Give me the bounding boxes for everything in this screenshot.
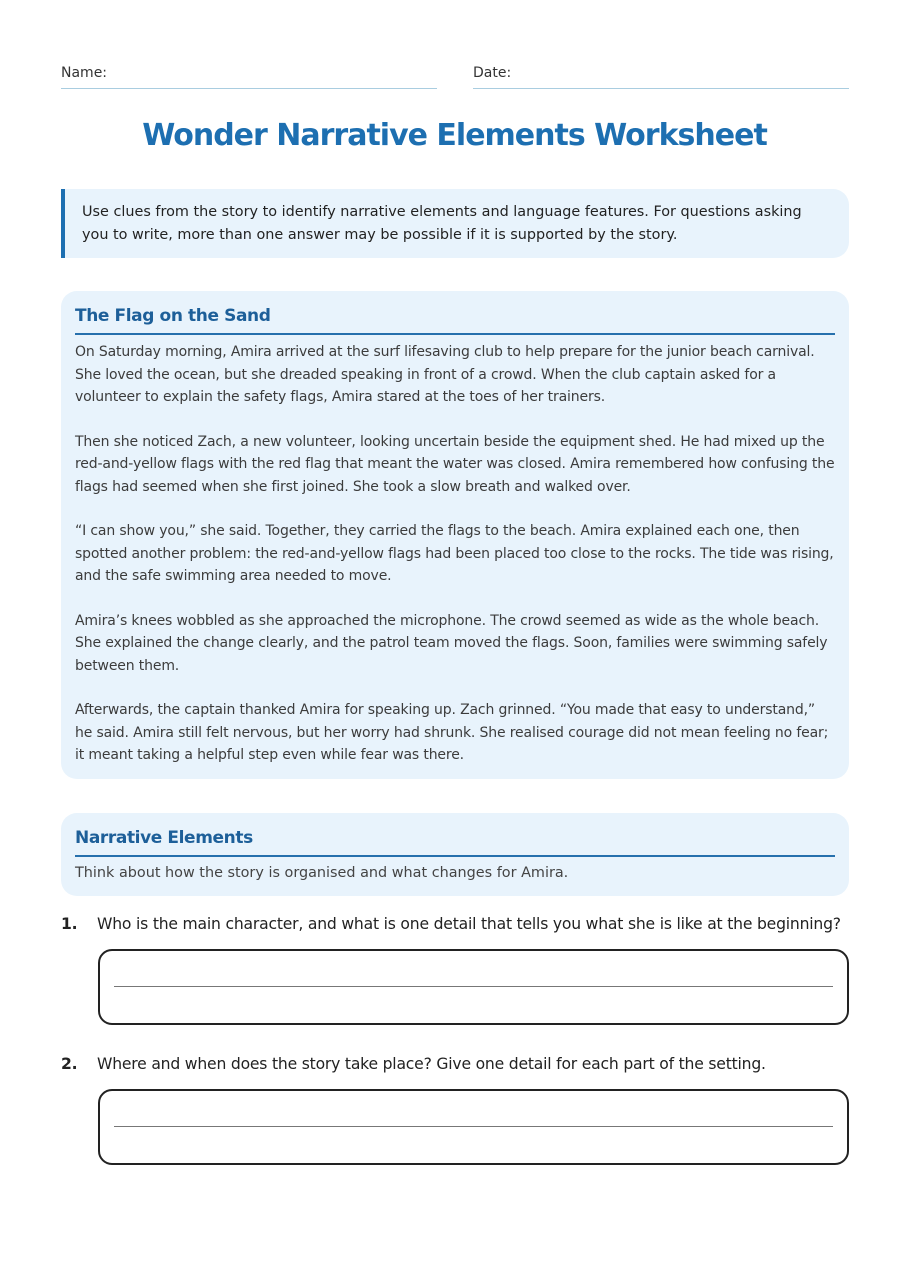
question-2-line [61,1053,851,1075]
name-field[interactable] [61,62,437,89]
question-2 [61,1053,851,1075]
answer-box-2[interactable] [98,1089,849,1165]
answer-box-1[interactable] [98,949,849,1025]
header-fields [61,62,849,88]
narrative-heading: Narrative Elements [75,827,835,857]
question-1 [61,913,851,935]
story-paragraph: “I can show you,” she said. Together, they carried the flags to the beach. Amira explained each one, then spotted another problem: the red-and-yellow flags had been placed too close to the rocks. The tide was rising, and the safe swimming area needed to move. [75,523,834,584]
story-paragraph: On Saturday morning, Amira arrived at the surf lifesaving club to help prepare for the junior beach carnival. She loved the ocean, but she dreaded speaking in front of a crowd. When the club captain asked for a volunteer to explain the safety flags, Amira stared at the toes of her trainers. [75,344,815,405]
narrative-elements-panel [61,813,849,896]
story-paragraph: Afterwards, the captain thanked Amira for speaking up. Zach grinned. “You made that easy to understand,” he said. Amira still felt nervous, but her worry had shrunk. She realised courage did not mean feeling no fear; it meant taking a helpful step even while fear was there. [75,702,829,763]
story-paragraph: Amira’s knees wobbled as she approached the microphone. The crowd seemed as wide as the whole beach. She explained the change clearly, and the patrol team moved the flags. Soon, families were swimming safely between them. [75,612,828,674]
story-heading: The Flag on the Sand [75,305,835,335]
name-label: Name: [61,65,108,81]
question-text: Who is the main character, and what is one detail that tells you what she is like at the beginning? [97,915,841,933]
story-paragraph: Then she noticed Zach, a new volunteer, looking uncertain beside the equipment shed. He had mixed up the red-and-yellow flags with the red flag that meant the water was closed. Amira remembered how confusing the flags had seemed when she first joined. She took a slow breath and walked over. [75,433,835,495]
narrative-description: Think about how the story is organised and what changes for Amira. [75,865,569,881]
question-text: Where and when does the story take place? Give one detail for each part of the setting. [97,1055,766,1073]
question-number: 2. [61,1055,78,1073]
question-1-line [61,913,851,935]
question-number: 1. [61,915,78,933]
date-field[interactable] [473,62,849,89]
date-label: Date: [473,65,512,81]
instructions-box: Use clues from the story to identify narrative elements and language features. For questions asking you to write, more than one answer may be possible if it is supported by the story. [61,189,849,258]
answer-line [114,1126,833,1127]
story-panel [61,291,849,779]
page-title: Wonder Narrative Elements Worksheet [142,118,767,153]
answer-line [114,986,833,987]
story-body [75,335,835,767]
